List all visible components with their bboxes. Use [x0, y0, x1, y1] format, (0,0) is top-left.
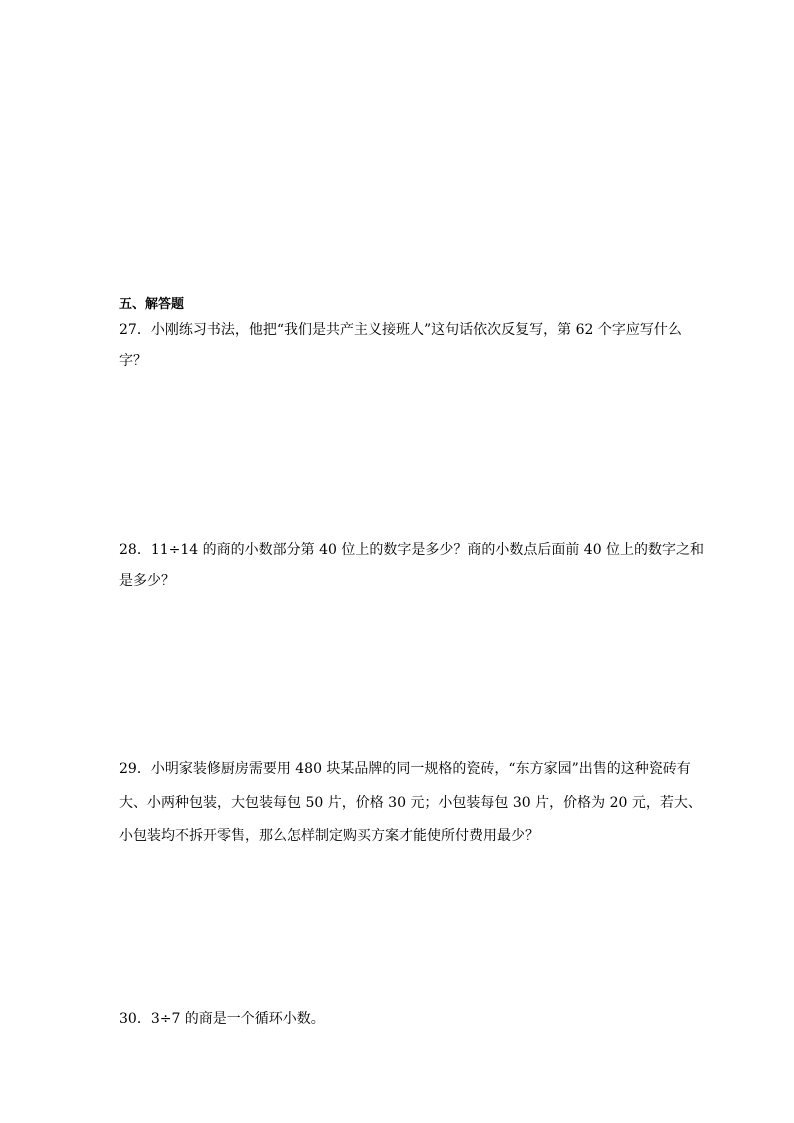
question-line: 27．小刚练习书法，他把“我们是共产主义接班人”这句话依次反复写，第 62 个字应写什么 — [119, 322, 682, 338]
question-27 — [119, 315, 682, 377]
question-line: 28．11÷14 的商的小数部分第 40 位上的数字是多少？商的小数点后面前 40 位上的数字之和 — [119, 542, 705, 558]
question-29 — [119, 753, 702, 854]
question-28 — [119, 535, 705, 597]
question-line: 大、小两种包装，大包装每包 50 片，价格 30 元；小包装每包 30 片，价格为 20 元，若大、 — [119, 794, 702, 811]
section-title: 五、解答题 — [119, 297, 185, 312]
question-line: 字？ — [119, 353, 147, 369]
question-line: 29．小明家装修厨房需要用 480 块某品牌的同一规格的瓷砖，“东方家园”出售的这种瓷砖有 — [119, 761, 691, 777]
question-line: 是多少？ — [119, 573, 175, 589]
question-line: 30．3÷7 的商是一个循环小数。 — [119, 1011, 325, 1027]
question-line: 小包装均不拆开零售，那么怎样制定购买方案才能使所付费用最少？ — [119, 828, 539, 844]
question-30 — [119, 1004, 679, 1035]
